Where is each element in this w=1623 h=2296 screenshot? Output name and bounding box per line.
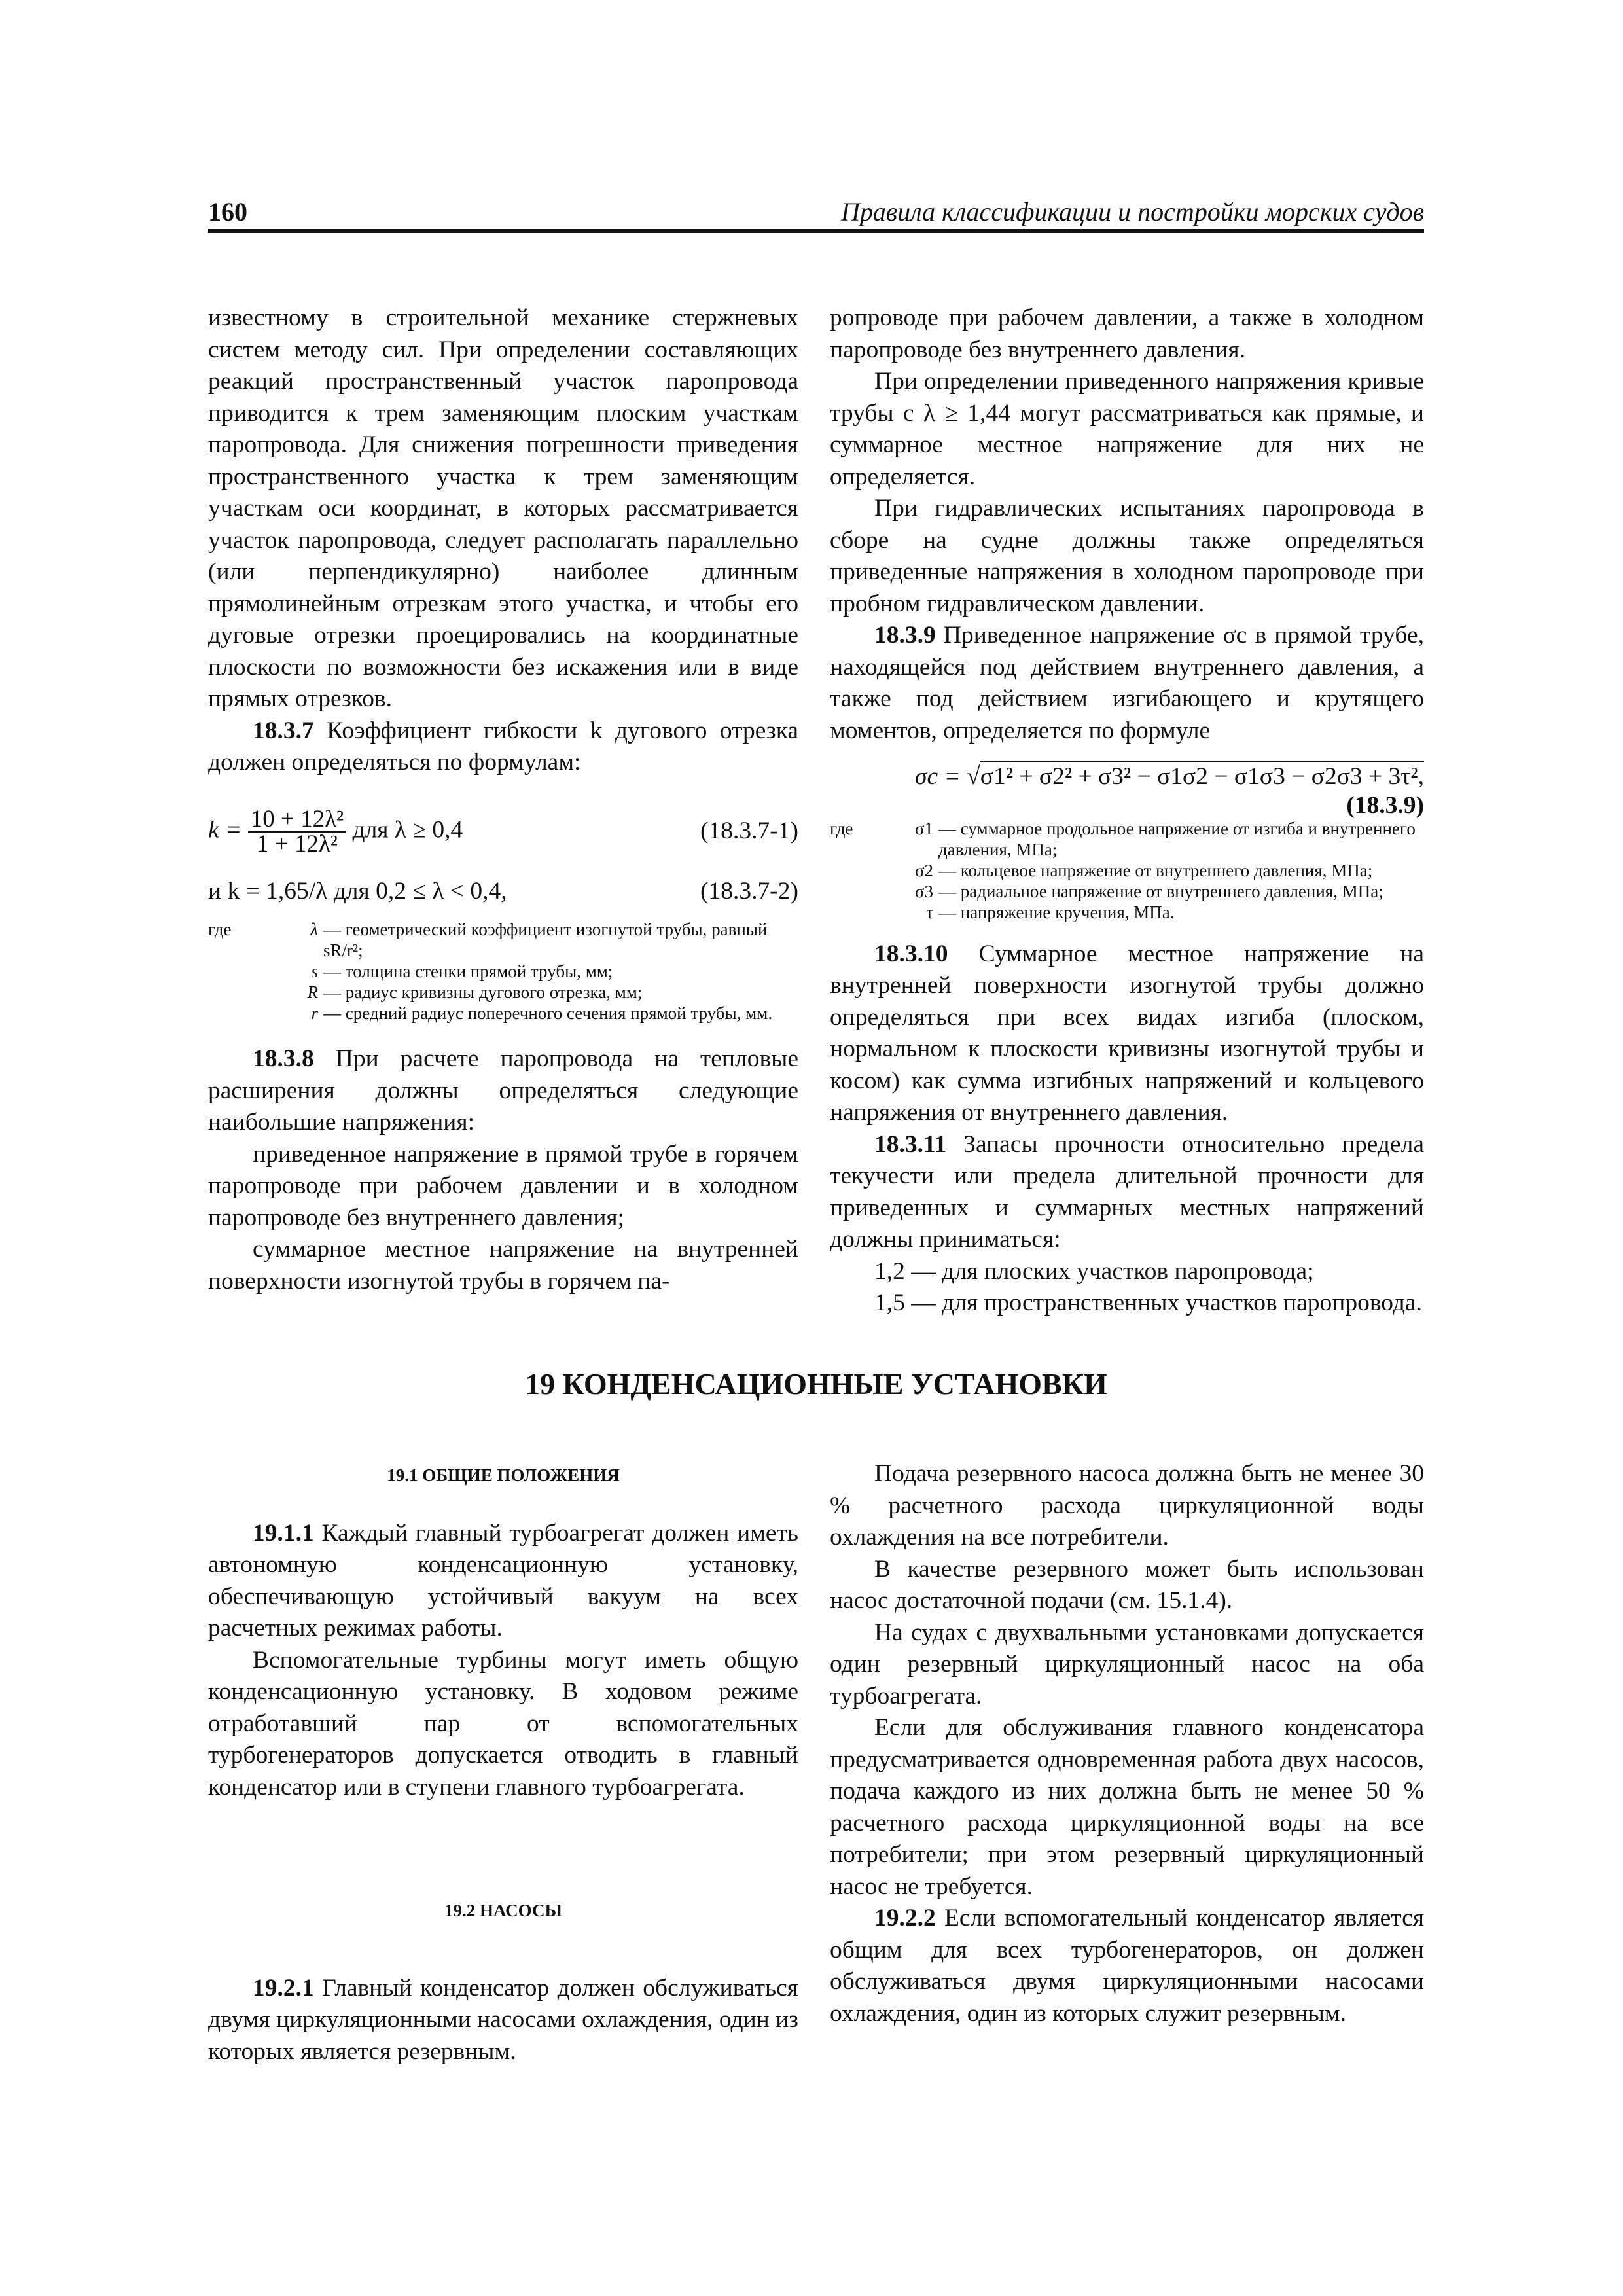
- legend-dash: —: [323, 982, 341, 1002]
- clause-number: 18.3.8: [253, 1045, 314, 1072]
- clause-text: При расчете паропровода на тепловые расширения должны определяться следующие наибольшие напряжения:: [208, 1045, 798, 1136]
- paragraph: известному в строительной механике стержневых систем методу сил. При определении составляющих реакций пространственный участок паропровода приводится к трем заменяющим плоским участкам паропровода. Для снижения погрешности приведения пространственного участка к трем заменяющим участкам оси координат, в которых рассматривается участок паропровода, следует располагать параллельно (или перпендикулярно) наиболее длинным прямолинейным отрезкам этого участка, и чтобы его дуговые отрезки проецировались на координатные плоскости по возможности без искажения или в виде прямых отрезков.: [208, 304, 798, 712]
- paragraph: На судах с двухвальными установками допускается один резервный циркуляционный насос на оба турбоагрегата.: [830, 1619, 1424, 1710]
- formula-lhs: σc =: [914, 763, 967, 790]
- legend-desc: радиальное напряжение от внутреннего давления, МПа;: [960, 881, 1383, 901]
- paragraph: Вспомогательные турбины могут иметь общую конденсационную установку. В ходовом режиме отработавший пар от вспомогательных турбогенераторов допускается отводить в главный конденсатор или в ступени главного турбоагрегата.: [208, 1646, 798, 1801]
- paragraph: ропроводе при рабочем давлении, а также в холодном паропроводе без внутреннего давления.: [830, 304, 1424, 363]
- legend-dash: —: [323, 920, 341, 939]
- legend-text: [938, 818, 1424, 860]
- legend-symbol: r: [311, 1003, 318, 1023]
- paragraph: При определении приведенного напряжения кривые трубы с λ ≥ 1,44 могут рассматриваться как прямые, и суммарное местное напряжение для них не определяется.: [830, 368, 1424, 490]
- legend-desc: толщина стенки прямой трубы, мм;: [345, 961, 613, 981]
- page-number: 160: [208, 197, 247, 226]
- clause-text: Главный конденсатор должен обслуживаться двумя циркуляционными насосами охлаждения, один из которых является резервным.: [208, 1974, 798, 2065]
- clause-number: 19.2.1: [253, 1974, 314, 2001]
- legend-desc: напряжение кручения, МПа.: [960, 902, 1175, 922]
- formula-condition: для λ ≥ 0,4: [352, 816, 463, 844]
- running-title: Правила классификации и постройки морских судов: [840, 197, 1424, 226]
- section-heading: 19.2 НАСОСЫ: [444, 1901, 562, 1920]
- list-item: 1,2 — для плоских участков паропровода;: [874, 1257, 1314, 1285]
- formula-label: (18.3.9): [1346, 791, 1424, 819]
- paragraph-18-3-9: [830, 620, 1424, 747]
- legend-desc: суммарное продольное напряжение от изгиба и внутреннего давления, МПа;: [938, 818, 1416, 859]
- formula-18-3-7-2: [208, 876, 798, 908]
- clause-text: Суммарное местное напряжение на внутренней поверхности изогнутой трубы должно определяться при всех видах изгиба (плоском, нормальном к плоскости кривизны изогнутой трубы и косом) как сумма изгибных напряжений и кольцевого напряжения от внутреннего давления.: [830, 940, 1424, 1126]
- where-label: где: [830, 818, 853, 838]
- right-column-bottom: [830, 1458, 1424, 2030]
- paragraph-19-1-1: [208, 1518, 798, 1645]
- paragraph-18-3-8: [208, 1043, 798, 1139]
- clause-text: Запасы прочности относительно предела текучести или предела длительной прочности для приведенных и суммарных местных напряжений должны приниматься:: [830, 1130, 1424, 1253]
- formula-label: (18.3.7-1): [700, 817, 798, 845]
- header-rule: [208, 229, 1424, 233]
- legend-text: [938, 902, 1424, 923]
- formula-body-line: σc = √σ1² + σ2² + σ3² − σ1σ2 − σ1σ3 − σ2σ3 + 3τ²,: [830, 761, 1424, 793]
- clause-text: Каждый главный турбоагрегат должен иметь автономную конденсационную установку, обеспечивающую устойчивый вакуум на всех расчетных режимах работы.: [208, 1519, 798, 1641]
- clause-text: Если вспомогательный конденсатор является общим для всех турбогенераторов, он должен обслуживаться двумя циркуляционными насосами охлаждения, один из которых служит резервным.: [830, 1905, 1424, 2027]
- legend-symbol: λ: [310, 920, 318, 939]
- legend-text: [323, 961, 798, 982]
- formula-body: [208, 805, 463, 857]
- paragraph-18-3-10: [830, 939, 1424, 1129]
- paragraph-18-3-11: [830, 1129, 1424, 1256]
- fraction-numerator: 10 + 12λ²: [248, 808, 346, 833]
- section-heading: 19.1 ОБЩИЕ ПОЛОЖЕНИЯ: [387, 1465, 620, 1485]
- legend-symbol: R: [307, 982, 318, 1002]
- paragraph-18-3-7: [208, 715, 798, 779]
- formula-18-3-9: [830, 761, 1424, 818]
- legend-symbol: σ2: [914, 860, 933, 880]
- clause-number: 18.3.11: [874, 1130, 947, 1158]
- paragraph: При гидравлических испытаниях паропровода в сборе на судне должны также определяться приведенные напряжения в холодном паропроводе при пробном гидравлическом давлении.: [830, 495, 1424, 617]
- clause-number: 18.3.7: [253, 717, 314, 744]
- clause-text: Приведенное напряжение σc в прямой трубе, находящейся под действием внутреннего давления, а также под действием изгибающего и крутящего моментов, определяется по формуле: [830, 622, 1424, 744]
- clause-number: 18.3.9: [874, 622, 936, 649]
- legend-symbol: σ1: [914, 818, 933, 838]
- fraction-denominator: 1 + 12λ²: [256, 830, 338, 857]
- paragraph: приведенное напряжение в прямой трубе в горячем паропроводе при рабочем давлении и в холодном паропроводе без внутреннего давления;: [208, 1140, 798, 1231]
- legend-dash: —: [938, 818, 956, 838]
- legend-dash: —: [938, 881, 956, 901]
- formula-legend: [208, 919, 798, 1024]
- list-item: 1,5 — для пространственных участков паропровода.: [874, 1289, 1423, 1316]
- left-column-top: [208, 302, 798, 1297]
- formula-lhs: k =: [208, 816, 242, 844]
- legend-desc: средний радиус поперечного сечения прямой трубы, мм.: [345, 1003, 773, 1023]
- clause-number: 19.1.1: [253, 1519, 314, 1547]
- clause-text: Коэффициент гибкости k дугового отрезка должен определяться по формулам:: [208, 717, 798, 776]
- paragraph: Подача резервного насоса должна быть не менее 30 % расчетного расхода циркуляционной воды охлаждения на все потребители.: [830, 1460, 1424, 1551]
- legend-dash: —: [323, 1003, 341, 1023]
- formula-fraction: [248, 805, 346, 857]
- left-column-bottom: [208, 1460, 798, 2068]
- formula-radicand: σ1² + σ2² + σ3² − σ1σ2 − σ1σ3 − σ2σ3 + 3τ²,: [980, 761, 1424, 790]
- legend-desc: радиус кривизны дугового отрезка, мм;: [345, 982, 643, 1002]
- right-column-top: [830, 302, 1424, 1319]
- legend-dash: —: [938, 860, 956, 880]
- legend-text: [323, 982, 798, 1003]
- paragraph: Если для обслуживания главного конденсатора предусматривается одновременная работа двух насосов, подача каждого из них должна быть не менее 50 % расчетного расхода циркуляционной воды на все потребители; при этом резервный циркуляционный насос не требуется.: [830, 1714, 1424, 1900]
- formula-legend: [830, 818, 1424, 923]
- legend-text: [938, 881, 1424, 902]
- legend-desc: кольцевое напряжение от внутреннего давления, МПа;: [960, 860, 1373, 880]
- legend-symbol: s: [311, 961, 318, 981]
- chapter-title: 19 КОНДЕНСАЦИОННЫЕ УСТАНОВКИ: [525, 1367, 1107, 1401]
- where-label: где: [208, 920, 232, 939]
- paragraph: суммарное местное напряжение на внутренней поверхности изогнутой трубы в горячем па-: [208, 1236, 798, 1295]
- formula-18-3-7-1: [208, 805, 798, 857]
- paragraph: В качестве резервного может быть использован насос достаточной подачи (см. 15.1.4).: [830, 1555, 1424, 1614]
- legend-desc: геометрический коэффициент изогнутой трубы, равный sR/r²;: [323, 920, 768, 960]
- formula-body: и k = 1,65/λ для 0,2 ≤ λ < 0,4,: [208, 877, 507, 905]
- formula-label: (18.3.7-2): [700, 877, 798, 905]
- legend-dash: —: [938, 902, 956, 922]
- legend-text: [323, 919, 798, 961]
- legend-symbol: τ: [926, 902, 933, 922]
- legend-text: [938, 860, 1424, 881]
- legend-symbol: σ3: [914, 881, 933, 901]
- legend-text: [323, 1003, 798, 1024]
- paragraph-19-2-1: [208, 1973, 798, 2068]
- clause-number: 19.2.2: [874, 1905, 936, 1931]
- paragraph-19-2-2: [830, 1903, 1424, 2030]
- legend-dash: —: [323, 961, 341, 981]
- clause-number: 18.3.10: [874, 940, 948, 967]
